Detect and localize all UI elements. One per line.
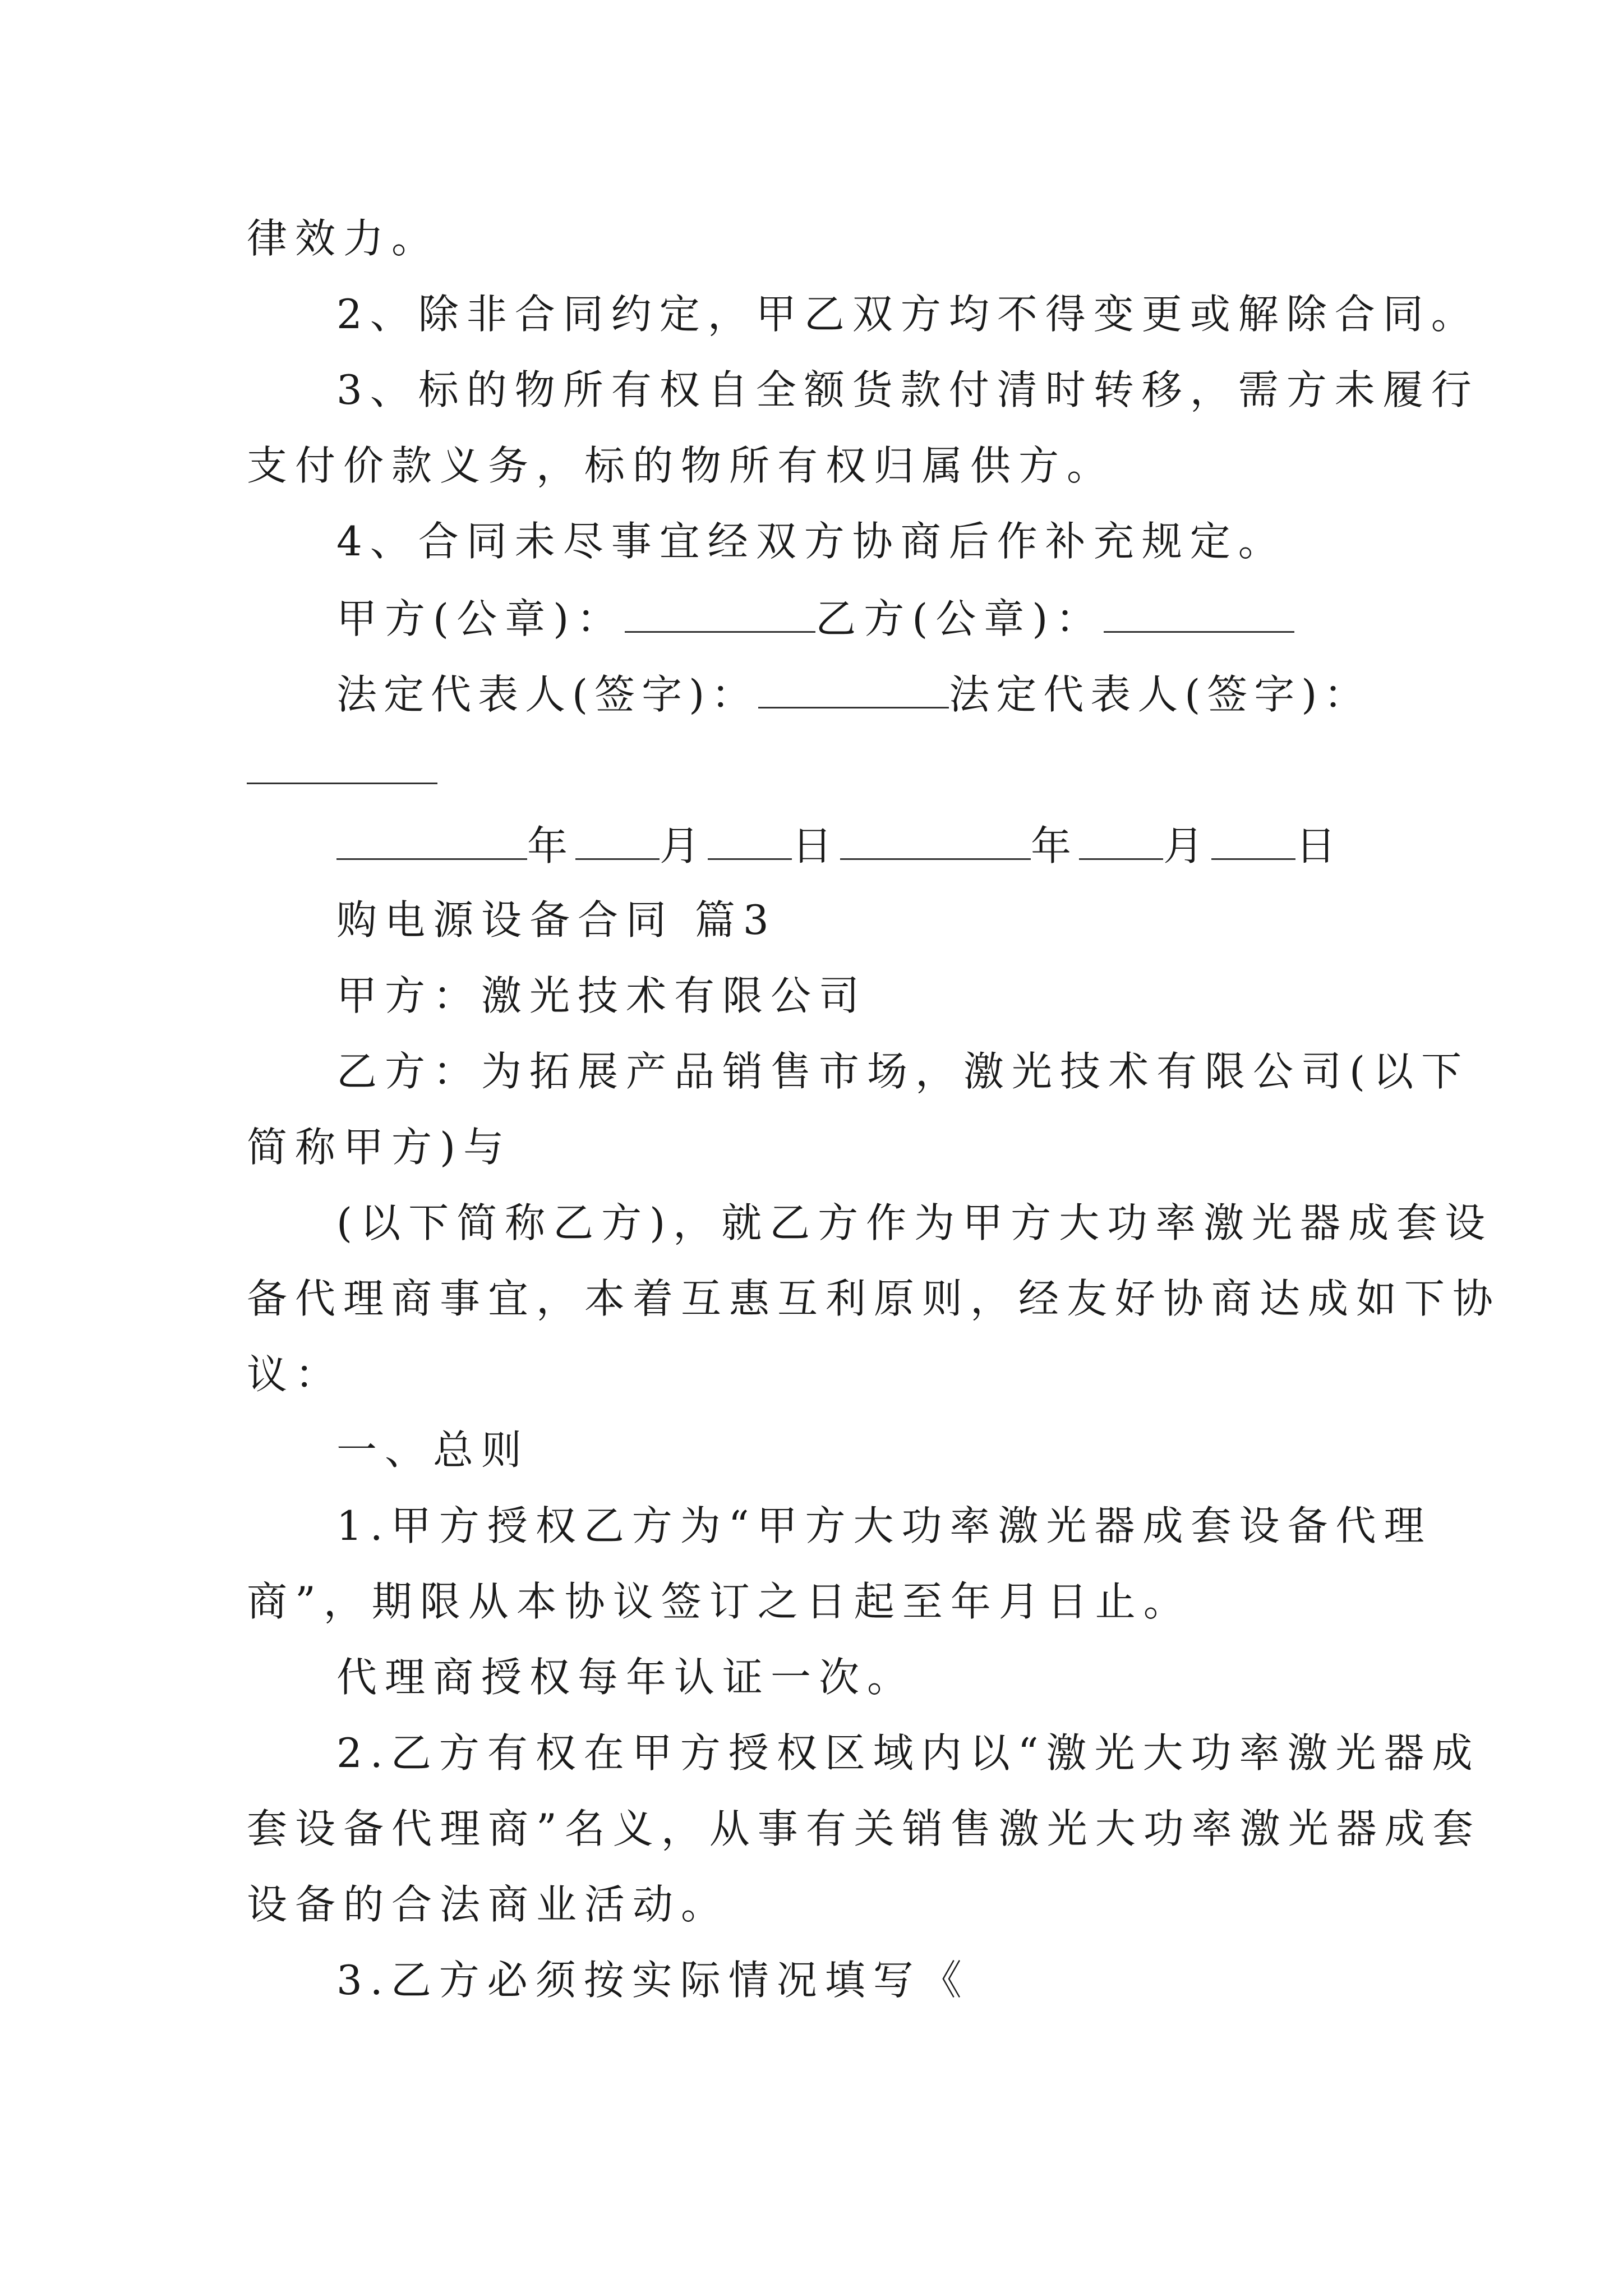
party-b-day-blank (1211, 819, 1295, 860)
clause-3-line-1: 3、标的物所有权自全额货款付清时转移，需方未履行 (336, 366, 1479, 413)
day-label: 日 (792, 822, 841, 869)
party-b-line-1: 乙方：为拓展产品销售市场，激光技术有限公司(以下 (336, 1048, 1470, 1095)
representative-line (336, 668, 1371, 720)
party-a-seal-blank (625, 592, 815, 633)
general-heading: 一、总则 (336, 1427, 530, 1474)
clause-2: 2、除非合同约定，甲乙双方均不得变更或解除合同。 (336, 291, 1479, 338)
clause-3-line: 3.乙方必须按实际情况填写《 (336, 1957, 970, 2004)
month-label: 月 (660, 822, 708, 869)
intro-line-2: 备代理商事宜，本着互惠互利原则，经友好协商达成如下协 (247, 1275, 1501, 1322)
seal-line (336, 592, 1294, 644)
date-line (336, 819, 1344, 871)
party-a-month-blank (575, 819, 660, 860)
party-b-month-blank (1079, 819, 1163, 860)
party-b-rep-blank (247, 743, 437, 784)
intro-line-3: 议： (247, 1351, 344, 1398)
party-a-seal-label: 甲方(公章)： (336, 595, 625, 642)
section-heading: 购电源设备合同 篇3 (336, 896, 777, 944)
party-a-year-blank (336, 819, 527, 860)
party-b-seal-label: 乙方(公章)： (815, 595, 1104, 642)
party-a-line: 甲方：激光技术有限公司 (336, 972, 868, 1019)
party-a-rep-label: 法定代表人(签字)： (336, 671, 759, 718)
clause-1-line-2: 商”，期限从本协议签订之日起至年月日止。 (247, 1578, 1192, 1625)
year-label: 年 (527, 822, 576, 869)
clause-2-line-2: 套设备代理商”名义，从事有关销售激光大功率激光器成套 (247, 1805, 1481, 1852)
day-label: 日 (1295, 822, 1344, 869)
clause-4: 4、合同未尽事宜经双方协商后作补充规定。 (336, 518, 1287, 565)
clause-1-note: 代理商授权每年认证一次。 (336, 1654, 916, 1701)
party-b-seal-blank (1104, 592, 1294, 633)
paragraph-line: 律效力。 (247, 215, 440, 262)
clause-2-line-3: 设备的合法商业活动。 (247, 1881, 730, 1928)
clause-1-line-1: 1.甲方授权乙方为“甲方大功率激光器成套设备代理 (336, 1502, 1432, 1549)
clause-2-line-1: 2.乙方有权在甲方授权区域内以“激光大功率激光器成 (336, 1729, 1481, 1777)
month-label: 月 (1163, 822, 1212, 869)
party-b-rep-label: 法定代表人(签字)： (949, 671, 1371, 718)
representative-blank-line (247, 743, 437, 795)
party-b-line-2: 简称甲方)与 (247, 1124, 512, 1171)
party-a-day-blank (708, 819, 792, 860)
party-b-year-blank (840, 819, 1031, 860)
year-label: 年 (1031, 822, 1080, 869)
clause-3-line-2: 支付价款义务，标的物所有权归属供方。 (247, 442, 1115, 489)
intro-line-1: (以下简称乙方)，就乙方作为甲方大功率激光器成套设 (336, 1199, 1493, 1246)
party-a-rep-blank (758, 668, 949, 708)
